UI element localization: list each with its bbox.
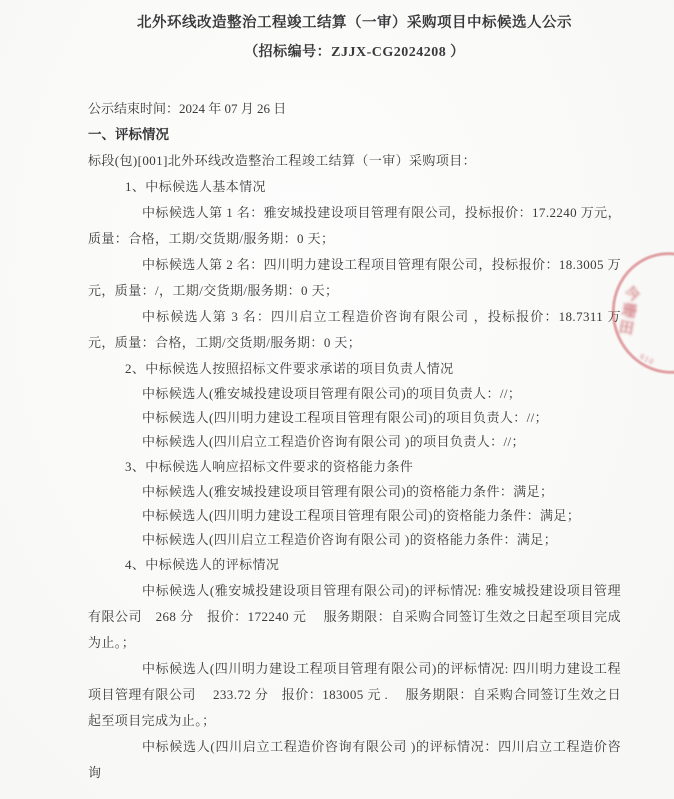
- paragraph: 3、中标候选人响应招标文件要求的资格能力条件: [125, 459, 414, 474]
- paragraph: 中标候选人(四川启立工程造价咨询有限公司 )的资格能力条件：满足；: [142, 532, 558, 547]
- publicity-end-time: 公示结束时间：2024 年 07 月 26 日: [88, 101, 287, 116]
- paragraph: 中标候选人(雅安城投建设项目管理有限公司)的评标情况: 雅安城投建设项目管理有限公司 268 分 报价：172240 元 服务期限：自采购合同签订生效之日起至项目完成为止。；: [88, 583, 621, 650]
- paragraph: 中标候选人(四川明力建设工程项目管理有限公司)的评标情况: 四川明力建设工程项目管理有限公司 233.72 分 报价：183005 元 . 服务期限：自采购合同签订生效之日起至项目完成为止。；: [88, 661, 621, 728]
- paragraph: 中标候选人(雅安城投建设项目管理有限公司)的资格能力条件：满足；: [142, 484, 554, 499]
- paragraph: 中标候选人(四川启立工程造价咨询有限公司 )的评标情况：四川启立工程造价咨询: [88, 739, 621, 780]
- paragraph: 中标候选人(雅安城投建设项目管理有限公司)的项目负责人：//；: [142, 386, 522, 401]
- document-body: [88, 148, 621, 786]
- section-heading-evaluation: 一、评标情况: [88, 127, 169, 142]
- tender-number: （招标编号：ZJJX-CG2024208 ）: [244, 45, 465, 60]
- document-content: [88, 0, 621, 786]
- paragraph: 标段(包)[001]北外环线改造整治工程竣工结算（一审）采购项目：: [88, 153, 477, 168]
- paragraph: 4、中标候选人的评标情况: [125, 557, 280, 572]
- paragraph: 中标候选人(四川明力建设工程项目管理有限公司)的项目负责人：//；: [142, 410, 549, 425]
- paragraph: 中标候选人第 3 名：四川启立工程造价咨询有限公司 ，投标报价：18.7311 万元，质量：合格，工期/交货期/服务期：0 天；: [88, 309, 621, 350]
- paragraph: 中标候选人(四川启立工程造价咨询有限公司 )的项目负责人：//；: [142, 434, 525, 449]
- paragraph: 1、中标候选人基本情况: [125, 179, 266, 194]
- document-title: 北外环线改造整治工程竣工结算（一审）采购项目中标候选人公示: [137, 15, 572, 31]
- paragraph: 中标候选人第 1 名：雅安城投建设项目管理有限公司，投标报价：17.2240 万元，质量：合格，工期/交货期/服务期：0 天；: [88, 205, 621, 246]
- paragraph: 中标候选人第 2 名：四川明力建设工程项目管理有限公司，投标报价：18.3005 万元，质量：/，工期/交货期/服务期：0 天；: [88, 257, 621, 298]
- seal-digits: 610: [638, 351, 656, 367]
- paragraph: 中标候选人(四川明力建设工程项目管理有限公司)的资格能力条件：满足；: [142, 508, 581, 523]
- paragraph: 2、中标候选人按照招标文件要求承诺的项目负责人情况: [125, 361, 454, 376]
- seal-glyphs: 今珊田: [617, 285, 641, 338]
